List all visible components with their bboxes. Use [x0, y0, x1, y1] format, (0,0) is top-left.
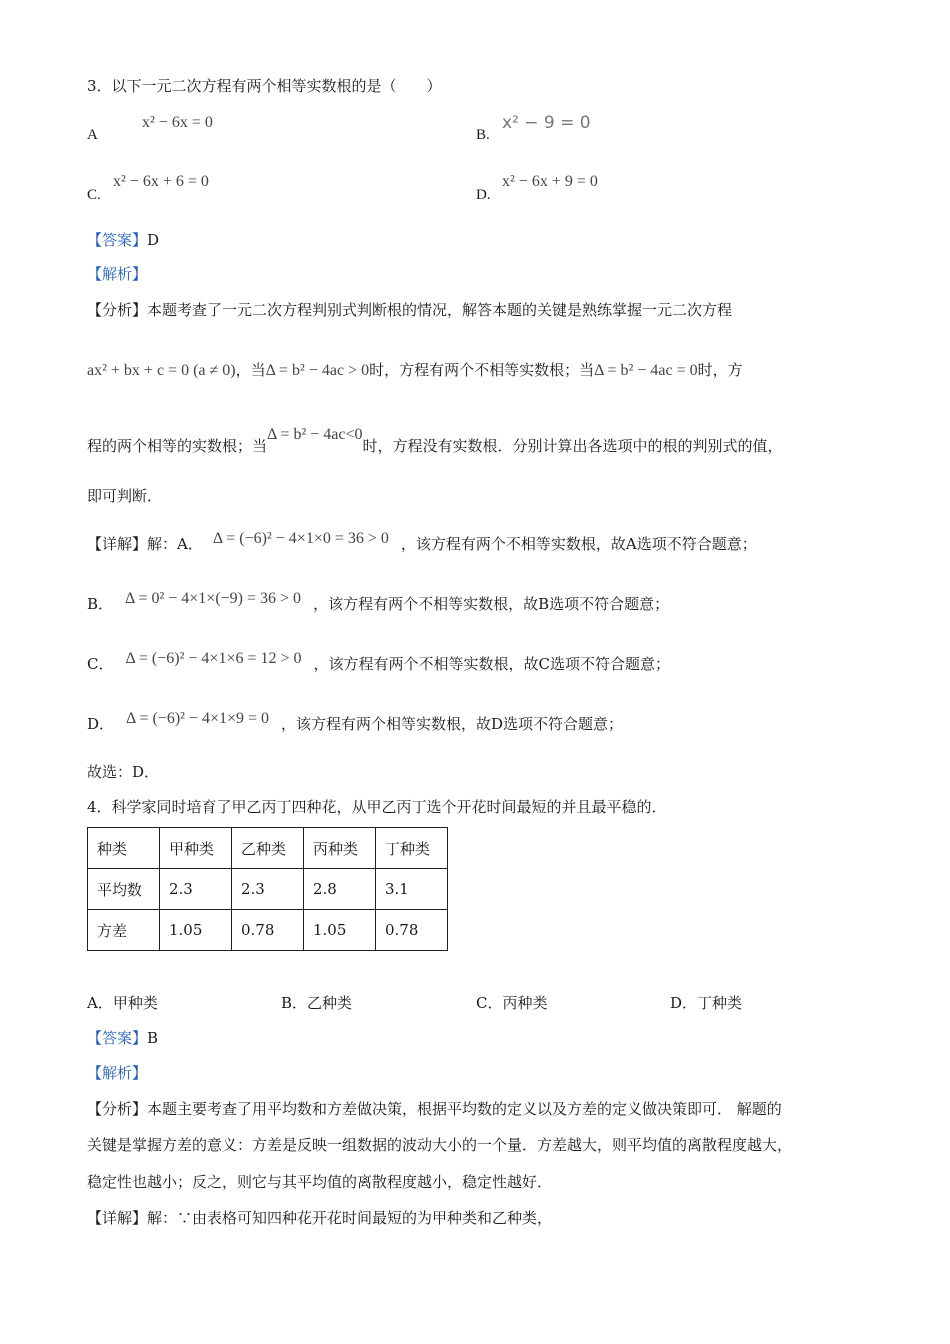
- fenxi-tag: 【分析】: [87, 301, 148, 319]
- q4-fenxi-line-3: 稳定性也越小；反之，则它与其平均值的离散程度越小，稳定性越好．: [87, 1173, 553, 1191]
- q3-detail-a: [87, 530, 757, 555]
- math-expr: Δ = (−6)² − 4×1×0 = 36 > 0: [212, 530, 389, 547]
- table-row: [88, 910, 448, 951]
- table-cell: 2.3: [160, 869, 232, 910]
- option-text: 甲种类: [112, 994, 158, 1012]
- q4-data-table: [87, 827, 448, 951]
- q4-detail-line-1: [87, 1208, 552, 1228]
- fenxi-text: ，当: [235, 361, 266, 379]
- table-header-row: [88, 828, 448, 869]
- table-cell: 0.78: [232, 910, 304, 951]
- q4-option-b: [281, 993, 352, 1013]
- q3-option-a-expr: x² − 6x = 0: [142, 114, 213, 131]
- table-cell: 3.1: [376, 869, 448, 910]
- table-header-cell: 甲种类: [160, 828, 232, 869]
- q3-option-c-expr: x² − 6x + 6 = 0: [113, 173, 209, 190]
- detail-prefix: 解：A．: [147, 535, 203, 553]
- fenxi-text: 时，方程没有实数根．分别计算出各选项中的根的判别式的值，: [362, 437, 783, 455]
- detail-tag: 【详解】: [87, 1209, 148, 1227]
- q4-fenxi-line-1: [87, 1099, 782, 1119]
- table-header-cell: 乙种类: [232, 828, 304, 869]
- q3-fenxi-line-1: [87, 300, 732, 320]
- answer-tag: 【答案】: [87, 1029, 148, 1047]
- fenxi-text: 本题考查了一元二次方程判别式判断根的情况，解答本题的关键是熟练掌握一元二次方程: [147, 301, 733, 319]
- option-label: D．: [670, 994, 698, 1012]
- math-expr: Δ = 0² − 4×1×(−9) = 36 > 0: [125, 590, 302, 607]
- q3-stem: 3．以下一元二次方程有两个相等实数根的是（ ）: [87, 77, 442, 95]
- q4-option-c: [476, 993, 548, 1013]
- q4-analysis-tag: 【解析】: [87, 1064, 148, 1082]
- math-expr: Δ = (−6)² − 4×1×6 = 12 > 0: [125, 650, 302, 667]
- option-label: B．: [281, 994, 308, 1012]
- q4-option-d: [670, 993, 742, 1013]
- q3-option-b-label: B.: [476, 127, 490, 143]
- math-expr: Δ = b² − 4ac<0: [267, 426, 363, 443]
- table-cell: 0.78: [376, 910, 448, 951]
- q3-answer-line: [87, 230, 159, 250]
- q3-analysis-tag: 【解析】: [87, 265, 148, 283]
- option-text: 乙种类: [307, 994, 353, 1012]
- option-text: 丁种类: [697, 994, 743, 1012]
- q3-detail-b: [87, 590, 670, 615]
- q4-answer-line: [87, 1028, 158, 1048]
- table-header-cell: 丙种类: [304, 828, 376, 869]
- fenxi-tag: 【分析】: [87, 1100, 148, 1118]
- q3-option-c-label: C.: [87, 187, 101, 203]
- q3-option-a-label: A: [87, 127, 98, 143]
- detail-tag: 【详解】: [87, 535, 148, 553]
- table-row: [88, 869, 448, 910]
- option-label: C．: [476, 994, 503, 1012]
- q3-option-d-expr: x² − 6x + 9 = 0: [502, 173, 598, 190]
- q3-answer: D: [147, 231, 160, 249]
- math-expr: ax² + bx + c = 0 (a ≠ 0): [87, 362, 236, 379]
- detail-prefix: B．: [87, 595, 114, 613]
- table-cell: 方差: [88, 910, 160, 951]
- math-expr: Δ = b² − 4ac = 0: [594, 362, 698, 379]
- math-expr: Δ = (−6)² − 4×1×9 = 0: [126, 710, 270, 727]
- q4-stem: 4．科学家同时培育了甲乙丙丁四种花，从甲乙丙丁选个开花时间最短的并且最平稳的．: [87, 798, 667, 816]
- math-expr: Δ = b² − 4ac > 0: [265, 362, 370, 379]
- detail-prefix: C．: [87, 655, 114, 673]
- q4-fenxi-line-2: 关键是掌握方差的意义：方差是反映一组数据的波动大小的一个量．方差越大，则平均值的离散程度越大，: [87, 1136, 793, 1154]
- q3-detail-c: [87, 650, 670, 675]
- answer-tag: 【答案】: [87, 231, 148, 249]
- option-label: A．: [87, 994, 113, 1012]
- fenxi-text: 本题主要考查了用平均数和方差做决策，根据平均数的定义以及方差的定义做决策即可． 解题的: [147, 1100, 782, 1118]
- fenxi-text: 程的两个相等的实数根；当: [87, 437, 268, 455]
- table-cell: 2.8: [304, 869, 376, 910]
- table-cell: 平均数: [88, 869, 160, 910]
- detail-text: ，该方程有两个不相等实数根，故A选项不符合题意；: [400, 535, 757, 553]
- table-cell: 1.05: [160, 910, 232, 951]
- detail-text: ，该方程有两个不相等实数根，故B选项不符合题意；: [313, 595, 670, 613]
- q3-option-b-expr: x² − 9 = 0: [502, 113, 591, 133]
- q4-answer: B: [147, 1029, 159, 1047]
- q3-fenxi-line-2: [87, 360, 743, 381]
- fenxi-text: 时，方程有两个不相等实数根；当: [369, 361, 595, 379]
- q3-detail-d: [87, 710, 624, 735]
- fenxi-text: 时，方: [697, 361, 743, 379]
- q3-fenxi-line-3: [87, 426, 783, 457]
- table-header-cell: 种类: [88, 828, 160, 869]
- detail-text: 解：∵由表格可知四种花开花时间最短的为甲种类和乙种类，: [147, 1209, 553, 1227]
- q3-option-d-label: D.: [476, 187, 491, 203]
- detail-text: ，该方程有两个相等实数根，故D选项不符合题意；: [281, 715, 624, 733]
- q3-conclusion: 故选：D．: [87, 763, 160, 781]
- detail-text: ，该方程有两个不相等实数根，故C选项不符合题意；: [313, 655, 670, 673]
- table-cell: 2.3: [232, 869, 304, 910]
- q4-option-a: [87, 993, 158, 1013]
- table-cell: 1.05: [304, 910, 376, 951]
- table-header-cell: 丁种类: [376, 828, 448, 869]
- detail-prefix: D．: [87, 715, 115, 733]
- q3-fenxi-line-4: 即可判断．: [87, 487, 163, 505]
- option-text: 丙种类: [502, 994, 548, 1012]
